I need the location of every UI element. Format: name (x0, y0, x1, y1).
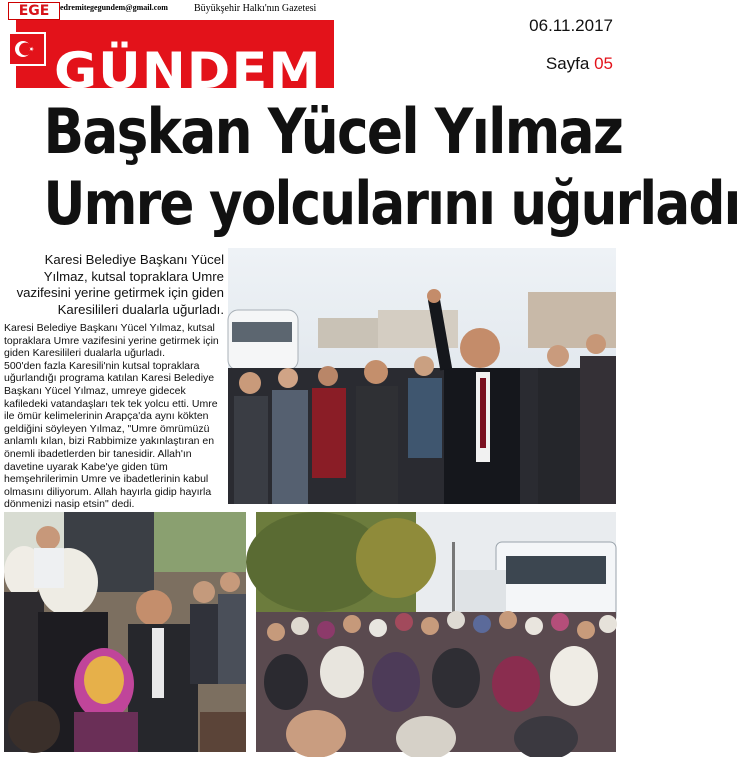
turkish-flag-icon (8, 32, 46, 66)
issue-date: 06.11.2017 (529, 16, 613, 35)
photo-mayor-greeting-travellers (4, 512, 246, 752)
headline-line-1: Başkan Yücel Yılmaz (43, 95, 623, 168)
article-body (4, 322, 224, 511)
masthead (8, 2, 334, 100)
page-number-value: 05 (594, 54, 613, 73)
body-paragraph: 500'den fazla Karesili'nin kutsal topraklara uğurlandığı programa katılan Karesi Belediye Başkanı Yücel Yılmaz, umreye gidecek kafiledeki vatandaşları tek tek yolcu etti. Umre ile ömür kelimelerinin Arapça'da aynı kökten geldiğini söyleyen Yılmaz, "Umre ömrümüzü anlamlı kılan, bizi Rabbimize yakınlaştıran en önemli ibadetlerden bir tanesidir. Allah'ın davetine uyarak Kabe'ye giden tüm hemşehrilerimin Umre ve ibadetlerinin kabul olmasını diliyorum. Allah hayırla gidip hayırla dönmenizi nasip etsin" dedi. (4, 359, 218, 511)
page-label: Sayfa (545, 54, 590, 73)
masthead-tag: EGE (8, 2, 60, 20)
photo-mayor-waving (228, 248, 616, 504)
photo-crowd-by-buses (256, 512, 616, 752)
page-number (546, 54, 613, 74)
masthead-title: GÜNDEM (54, 42, 322, 100)
masthead-slogan: Büyükşehir Halkı'nın Gazetesi (194, 3, 317, 14)
body-paragraph: Karesi Belediye Başkanı Yücel Yılmaz, kutsal topraklara Umre vazifesini yerine getirmek için giden Karesilileri dualarla uğurladı. (4, 322, 219, 360)
headline-line-2: Umre yolcularını uğurladı (43, 169, 740, 239)
masthead-email: edremitegegundem@gmail.com (60, 3, 168, 12)
masthead-title-bar (16, 20, 334, 100)
lead-paragraph: Karesi Belediye Başkanı Yücel Yılmaz, kutsal topraklara Umre vazifesini yerine getirmek için giden Karesilileri dualarla uğurladı. (16, 252, 224, 317)
